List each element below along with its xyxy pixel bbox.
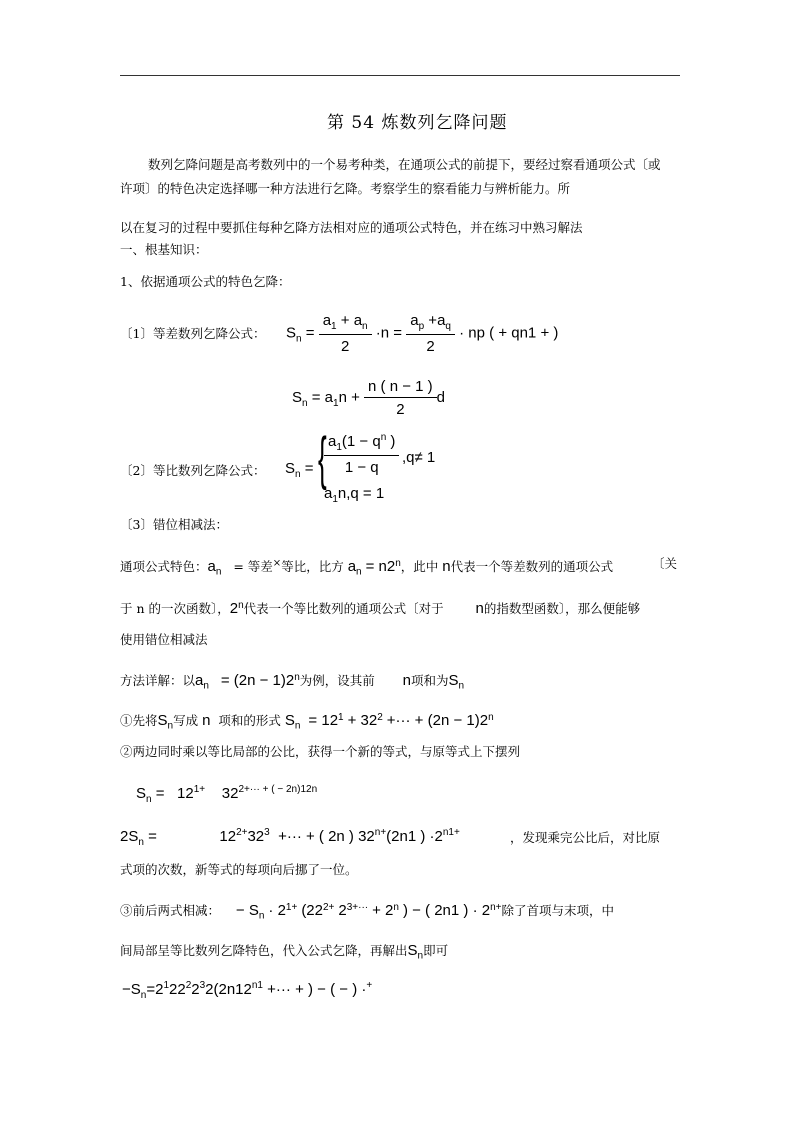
method-line: 方法详解：以$a_n$ = $(2n - 1)2^n$为例，设其前 n项和为$S_n$ — [120, 672, 465, 692]
geo-sum-lhs: $S_n$ = — [285, 460, 314, 480]
arith-sum-formula-2: $S_n = a_1n$ + $\frac{n ( n - 1 )}{2}$ d — [292, 378, 446, 418]
subsection-heading: 1、依据通项公式的特色乞降： — [120, 274, 291, 289]
intro-line-2: 许项〕的特色决定选择哪一种方法进行乞降。考察学生的察看能力与辨析能力。所 — [120, 181, 571, 196]
item3-line-1: 通项公式特色：$a_n$ = 等差×等比，比方 $a_n = n2^n$，此中 n代表一个等差数列的通项公式 — [120, 558, 614, 578]
step-1: ①先将$S_n$写成 n 项和的形式 $S_n = 12^1 + 32^2$ +··· + $(2n - 1)2^n$ — [120, 712, 494, 732]
arith-sum-formula: $S_n$ = $\frac{a_1 + a_n}{2}$ ·n = $\frac{a_p +a_q}{2}$ · np ( + qn1 + ) — [286, 312, 559, 355]
middle-note: 间局部呈等比数列乞降特色，代入公式乞降，再解出$S_n$即可 — [120, 942, 449, 962]
item3-line-3: 使用错位相减法 — [120, 632, 208, 647]
item3-line-2: 于 n 的一次函数〕，2$^n$代表一个等比数列的通项公式〔对于 n的指数型函数〕，那么便能够 — [120, 600, 641, 618]
step-2: ②两边同时乘以等比局部的公比，获得一个新的等式，与原等式上下摆列 — [120, 744, 521, 759]
equation-2sn-note: ，发现乘完公比后，对比原 — [510, 830, 661, 845]
geo-case-2: $a_1n,q = 1$ — [324, 485, 385, 505]
geo-case-1: $\frac{a_1(1 - q^n )}{1 - q}$ — [324, 432, 399, 476]
intro-line-1: 数列乞降问题是高考数列中的一个易考种类，在通项公式的前提下，要经过察看通项公式〔或 — [148, 157, 661, 172]
section-heading: 一、根基知识： — [120, 242, 208, 257]
item3-line-1-end: 〔关 — [652, 556, 678, 571]
geo-case-1-cond: ,q≠ 1 — [402, 449, 436, 466]
shift-note: 式项的次数，新等式的每项向后挪了一位。 — [120, 862, 358, 877]
page-title: 第 54 炼数列乞降问题 — [327, 113, 508, 133]
item2-label: 〔2〕等比数列乞降公式： — [120, 463, 266, 478]
final-equation: $-S_n=2^122^22^32(2n12^{n1}$ +··· + ) − ( − ) ·+ — [122, 980, 373, 1001]
left-brace: { — [318, 426, 327, 491]
item3-label: 〔3〕错位相减法： — [120, 517, 228, 532]
header-rule — [120, 75, 680, 76]
equation-sn: $S_n$ = $12^{1+}$ $32^{2+\cdot\cdot\cdot + ( - 2n)12n}$ — [136, 784, 318, 805]
equation-2sn: $2S_n$ = $12^{2+}32^3$ +··· + ( 2n ) $32^{n+}(2n1$ ) $\cdot 2^{n1+}$ — [120, 827, 460, 848]
step-3: ③前后两式相减： − $S_n \cdot 2^{1+}$ ($22^{2+}$ $2^{3+\cdot\cdot\cdot} + 2^n$ ) − ( 2n1 ) · $2^{n+}$除了首项与末项，中 — [120, 902, 614, 922]
intro-line-3: 以在复习的过程中要抓住每种乞降方法相对应的通项公式特色，并在练习中熟习解法 — [120, 220, 583, 235]
item1-label: 〔1〕等差数列乞降公式： — [120, 326, 266, 341]
